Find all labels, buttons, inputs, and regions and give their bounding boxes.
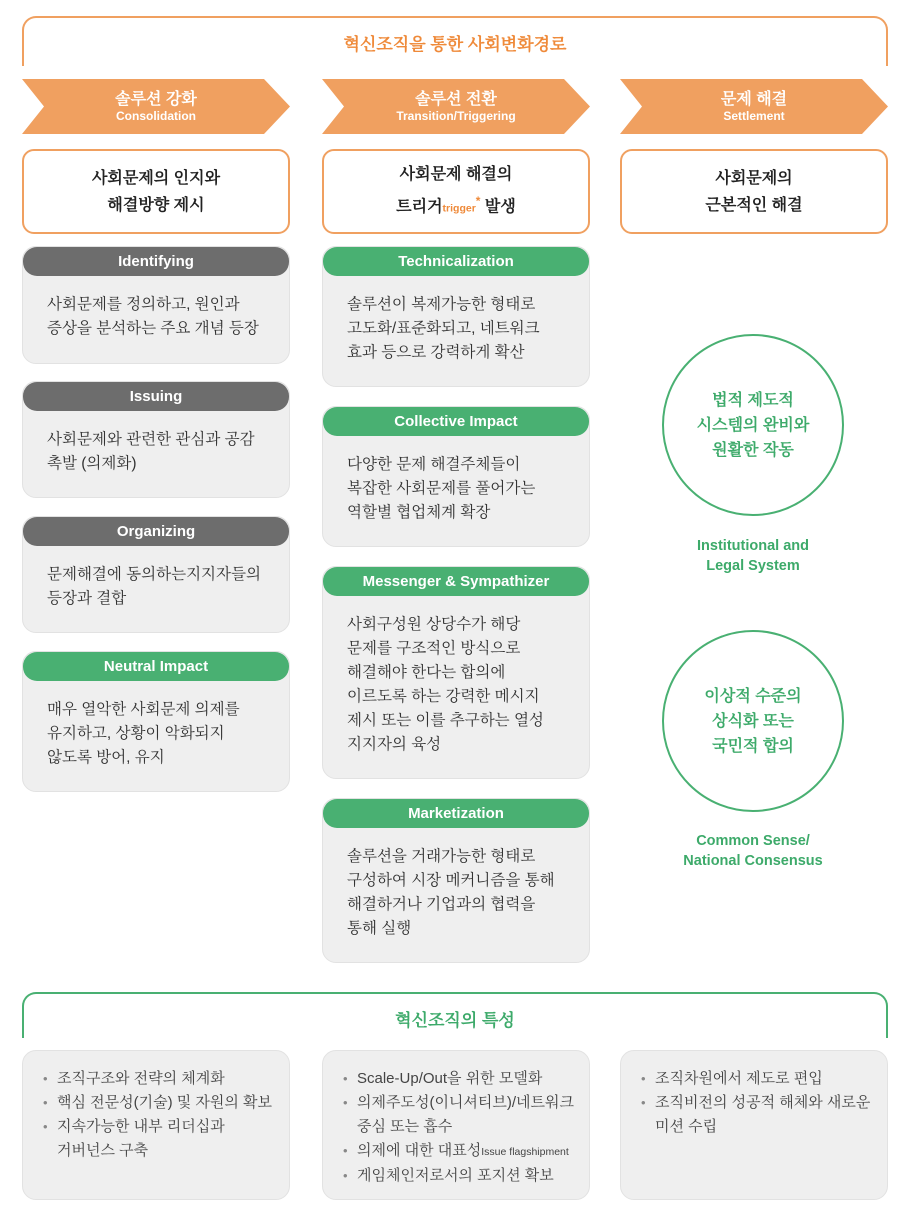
card-text-line: 솔루션을 거래가능한 형태로: [347, 848, 536, 865]
card-text-line: 해결해야 한다는 합의에: [347, 664, 506, 681]
stage-settlement: [620, 79, 888, 134]
bullet-item: • 지속가능한 내부 리더십과: [41, 1115, 279, 1139]
card-text-line: 유지하고, 상황이 악화되지: [47, 725, 225, 742]
caption-line: Common Sense/: [696, 833, 810, 849]
stage-box-line1: 사회문제의: [715, 169, 793, 187]
card-technicalization: [322, 246, 590, 387]
stage-box-line2: 근본적인 해결: [705, 196, 803, 214]
bottom-bracket-title: 혁신조직의 특성: [395, 1011, 515, 1030]
card-text-line: 등장과 결합: [47, 590, 127, 607]
card-collective-impact: [322, 406, 590, 547]
circle-legal-system: [662, 334, 844, 516]
bullet-item-text: 의제에 대한 대표성: [357, 1142, 482, 1159]
card-text-line: 매우 열악한 사회문제 의제를: [47, 701, 240, 718]
card-text-line: 해결하거나 기업과의 협력을: [347, 896, 536, 913]
card-text-line: 제시 또는 이를 추구하는 열성: [347, 712, 544, 729]
card-text-line: 구성하여 시장 메커니즘을 통해: [347, 872, 555, 889]
card-organizing: [22, 516, 290, 633]
card-text-line: 문제해결에 동의하는지지자들의: [47, 566, 261, 583]
card-text-line: 효과 등으로 강력하게 확산: [347, 344, 525, 361]
card-text: [47, 293, 277, 341]
asterisk: *: [475, 193, 481, 208]
stage-title: 솔루션 전환: [415, 90, 497, 108]
bullet-item: • 조직구조와 전략의 체계화: [41, 1067, 279, 1091]
circle-consensus: [662, 630, 844, 812]
card-text: [347, 845, 577, 941]
bullet-item: • 핵심 전문성(기술) 및 자원의 확보: [41, 1091, 279, 1115]
stage-title: 문제 해결: [720, 90, 788, 108]
bullet-item-continued: 중심 또는 흡수: [357, 1118, 453, 1135]
bottom-bracket: [22, 992, 888, 1038]
card-label: Organizing: [23, 517, 289, 546]
card-issuing: [22, 381, 290, 498]
card-marketization: [322, 798, 590, 963]
caption-line: Institutional and: [697, 538, 809, 554]
stage-box-2: [322, 149, 590, 234]
circle-caption-consensus: [640, 831, 866, 871]
circle-line: 상식화 또는: [712, 712, 794, 730]
stage-box-line2: 해결방향 제시: [107, 196, 205, 214]
card-neutral-impact: [22, 651, 290, 792]
stage-box-3: [620, 149, 888, 234]
card-text-line: 사회문제와 관련한 관심과 공감: [47, 431, 255, 448]
bullet-item: [341, 1139, 581, 1164]
card-text-line: 사회구성원 상당수가 해당: [347, 616, 521, 633]
card-label: Identifying: [23, 247, 289, 276]
stage-transition: [322, 79, 590, 134]
circle-line: 국민적 합의: [712, 737, 794, 755]
card-text-line: 솔루션이 복제가능한 형태로: [347, 296, 536, 313]
stage-box-line1: 사회문제의 인지와: [91, 169, 221, 187]
card-text: [347, 613, 577, 757]
bullet-item: • 게임체인저로서의 포지션 확보: [341, 1164, 581, 1188]
card-text-line: 역할별 협업체계 확장: [347, 504, 491, 521]
card-messenger-sympathizer: [322, 566, 590, 779]
bullet-item: • 의제주도성(이니셔티브)/네트워크: [341, 1091, 581, 1115]
stage-consolidation: [22, 79, 290, 134]
card-label: Technicalization: [323, 247, 589, 276]
stage-box-line2-post: 발생: [480, 198, 516, 216]
circle-line: 이상적 수준의: [704, 687, 802, 705]
card-text-line: 통해 실행: [347, 920, 412, 937]
bullet-item: • 조직차원에서 제도로 편입: [639, 1067, 879, 1091]
card-text-line: 복잡한 사회문제를 풀어가는: [347, 480, 536, 497]
bullet-item: • 조직비전의 성공적 해체와 새로운: [639, 1091, 879, 1115]
circle-line: 원활한 작동: [712, 441, 794, 459]
card-label: Collective Impact: [323, 407, 589, 436]
card-text-line: 증상을 분석하는 주요 개념 등장: [47, 320, 259, 337]
circle-line: 시스템의 완비와: [696, 416, 810, 434]
card-text-line: 이르도록 하는 강력한 메시지: [347, 688, 540, 705]
bullet-item-continued: 거버넌스 구축: [57, 1142, 149, 1159]
circle-line: 법적 제도적: [712, 391, 794, 409]
issue-flagshipment-note: Issue flagshipment: [481, 1146, 569, 1158]
stage-box-line2: [396, 188, 516, 222]
card-identifying: [22, 246, 290, 364]
stage-subtitle: Transition/Triggering: [396, 108, 516, 123]
caption-line: National Consensus: [683, 853, 823, 869]
bottom-col-2: [322, 1050, 590, 1200]
card-text: [47, 428, 277, 476]
card-text-line: 문제를 구조적인 방식으로: [347, 640, 521, 657]
bottom-col-1: [22, 1050, 290, 1200]
trigger-note: trigger: [442, 202, 476, 215]
card-label: Marketization: [323, 799, 589, 828]
circle-caption-legal: [640, 536, 866, 576]
card-text-line: 않도록 방어, 유지: [47, 749, 165, 766]
bullet-item-continued: 미션 수립: [655, 1118, 718, 1135]
card-text-line: 지지자의 육성: [347, 736, 442, 753]
top-bracket-title: 혁신조직을 통한 사회변화경로: [343, 35, 567, 54]
card-text: [47, 563, 277, 611]
stage-box-1: [22, 149, 290, 234]
card-label: Messenger & Sympathizer: [323, 567, 589, 596]
card-text-line: 촉발 (의제화): [47, 455, 137, 472]
top-bracket: [22, 16, 888, 66]
caption-line: Legal System: [706, 558, 800, 574]
bullet-item: • Scale-Up/Out을 위한 모델화: [341, 1067, 581, 1091]
stage-subtitle: Consolidation: [116, 108, 196, 123]
card-label: Neutral Impact: [23, 652, 289, 681]
stage-box-line2-pre: 트리거: [396, 198, 443, 216]
card-label: Issuing: [23, 382, 289, 411]
stage-title: 솔루션 강화: [115, 90, 197, 108]
card-text-line: 다양한 문제 해결주체들이: [347, 456, 521, 473]
card-text: [347, 453, 577, 525]
card-text: [47, 698, 277, 770]
stage-box-line1: 사회문제 해결의: [399, 165, 513, 183]
card-text-line: 고도화/표준화되고, 네트워크: [347, 320, 540, 337]
bottom-col-3: [620, 1050, 888, 1200]
card-text-line: 사회문제를 정의하고, 원인과: [47, 296, 240, 313]
stage-subtitle: Settlement: [723, 108, 785, 123]
card-text: [347, 293, 577, 365]
